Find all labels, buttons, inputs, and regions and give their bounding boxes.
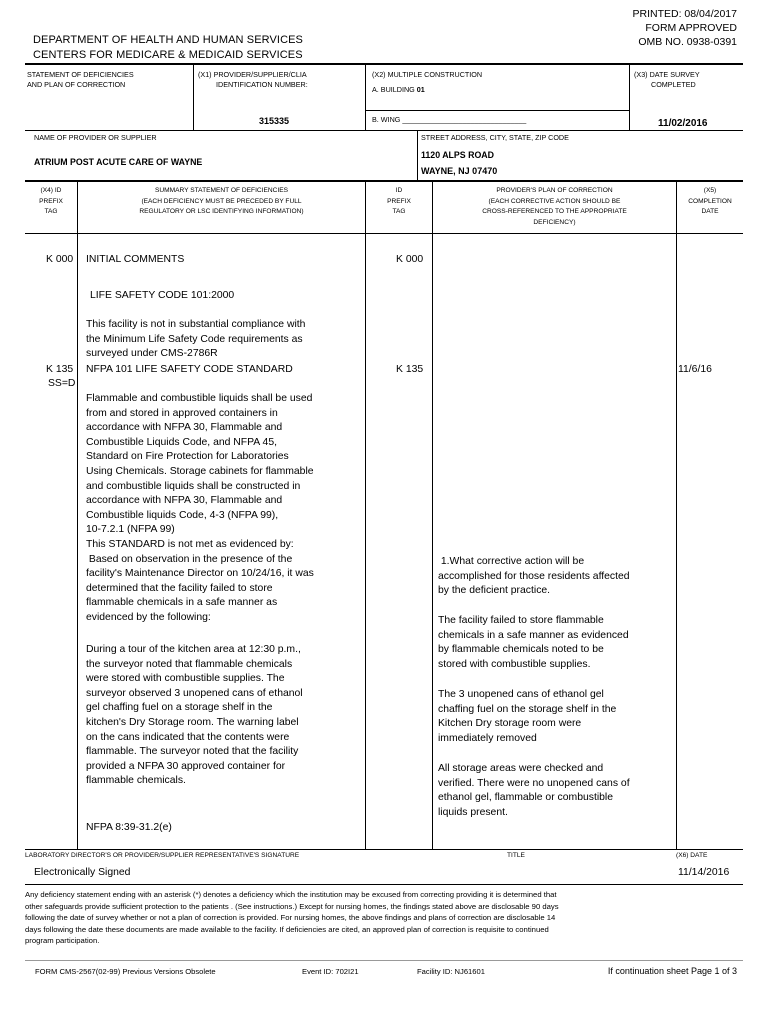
provider-name: ATRIUM POST ACUTE CARE OF WAYNE	[34, 157, 203, 167]
building-value: 01	[416, 85, 425, 94]
lsc-line: LIFE SAFETY CODE 101:2000	[90, 290, 235, 301]
footer-note: Any deficiency statement ending with an asterisk (*) denotes a deficiency which the institution may be excused from correcting providing it is determined that other safeguards provide sufficient protection to the patients . (See instructions.) Except for nursing homes, the findings stated above are disclosable 90 days following the date of survey whether or not a plan of correction is provided. For nursing homes, the above findings and plans of correction are disclosable 14 days following the date these documents are made available to the facility. If deficiencies are cited, an approved plan of correction is requisite to continued program participation.	[25, 890, 559, 945]
x2-label: (X2) MULTIPLE CONSTRUCTION	[372, 70, 483, 79]
tag-k135-completion-date: 11/6/16	[678, 364, 712, 375]
x3-label-2: COMPLETED	[651, 80, 696, 89]
printed-date: PRINTED: 08/04/2017	[632, 8, 737, 20]
plan-question-1: 1.What corrective action will be accomplished for those residents affected by the deficient practice.	[438, 556, 630, 597]
tag-k135-left: K 135	[46, 364, 74, 375]
standard-paragraph: Flammable and combustible liquids shall be used from and stored in approved containers in accordance with NFPA 30, Flammable and Combustible Liquids Code, and NFPA 45, Standard on Fire Protection for Laboratories Using Chemicals. Storage cabinets for flammable and combustible liquids shall be constructed in accordance with NFPA 30, Flammable and Combustible liquids Code, 4-3 (NFPA 99), 10-7.2.1 (NFPA 99) This STANDARD is not met as evidenced by: Based on observation in the presence of the facility's Maintenance Director on 10/24/16, it was determined that the facility failed to store flammable chemicals in a safe manner as evidenced by the following:	[86, 393, 314, 623]
page-indicator: If continuation sheet Page 1 of 3	[607, 966, 737, 976]
centers-title: CENTERS FOR MEDICARE & MEDICAID SERVICES	[33, 49, 303, 61]
omb-number: OMB NO. 0938-0391	[638, 36, 737, 48]
x1-label-2: IDENTIFICATION NUMBER:	[216, 80, 308, 89]
wing-label: B. WING _______________________________	[372, 115, 527, 124]
tag-k135-ss: SS=D	[48, 378, 76, 389]
form-approved: FORM APPROVED	[645, 22, 737, 34]
tag-k000-left: K 000	[46, 254, 74, 265]
tag-k000-right: K 000	[396, 254, 424, 265]
plan-paragraph-3: All storage areas were checked and verified. There were no unopened cans of ethanol gel, flammable or combustible liquids present.	[438, 763, 630, 818]
x1-label-1: (X1) PROVIDER/SUPPLIER/CLIA	[198, 70, 307, 79]
signature-label: LABORATORY DIRECTOR'S OR PROVIDER/SUPPLIER REPRESENTATIVE'S SIGNATURE	[25, 852, 300, 859]
tag-k000-title: INITIAL COMMENTS	[86, 254, 185, 265]
col-plan-header: PROVIDER'S PLAN OF CORRECTION (EACH CORRECTIVE ACTION SHOULD BE CROSS-REFERENCED TO THE APPROPRIATE DEFICIENCY)	[482, 187, 627, 226]
plan-paragraph-1: The facility failed to store flammable chemicals in a safe manner as evidenced by flammable chemicals noted to be stored with combustible supplies.	[438, 615, 629, 670]
statement-label-1: STATEMENT OF DEFICIENCIES	[27, 70, 134, 79]
provider-id-value: 315335	[259, 116, 290, 126]
signature-value: Electronically Signed	[34, 867, 131, 878]
title-label: TITLE	[507, 852, 525, 859]
survey-completed-date: 11/02/2016	[658, 118, 708, 129]
col-summary-header: SUMMARY STATEMENT OF DEFICIENCIES (EACH DEFICIENCY MUST BE PRECEDED BY FULL REGULATORY OR LSC IDENTIFYING INFORMATION)	[139, 187, 304, 216]
provider-name-label: NAME OF PROVIDER OR SUPPLIER	[34, 133, 157, 142]
event-id: Event ID: 702I21	[302, 967, 359, 976]
x3-label-1: (X3) DATE SURVEY	[634, 70, 700, 79]
statement-label-2: AND PLAN OF CORRECTION	[27, 80, 126, 89]
x6-date-label: (X6) DATE	[676, 852, 708, 859]
signature-date: 11/14/2016	[678, 867, 730, 878]
address-line-2: WAYNE, NJ 07470	[421, 166, 498, 176]
form-id: FORM CMS-2567(02-99) Previous Versions Obsolete	[35, 967, 216, 976]
intro-paragraph: This facility is not in substantial compliance with the Minimum Life Safety Code requirements as surveyed under CMS-2786R	[86, 319, 306, 360]
address-line-1: 1120 ALPS ROAD	[421, 150, 495, 160]
tour-paragraph: During a tour of the kitchen area at 12:30 p.m., the surveyor noted that flammable chemicals were stored with combustible supplies. The surveyor observed 3 unopened cans of ethanol gel chaffing fuel on a storage shelf in the kitchen's Dry Storage room. The warning label on the cans indicated that the contents were flammable. The surveyor noted that the facility provided a NFPA 30 approved container for flammable chemicals.	[86, 644, 303, 787]
col-x4-header: (X4) ID PREFIX TAG	[39, 187, 63, 216]
address-label: STREET ADDRESS, CITY, STATE, ZIP CODE	[421, 133, 569, 142]
nfpa-reference: NFPA 8:39-31.2(e)	[86, 822, 172, 833]
tag-k135-title: NFPA 101 LIFE SAFETY CODE STANDARD	[86, 364, 293, 375]
col-id-header: ID PREFIX TAG	[387, 187, 411, 216]
tag-k135-right: K 135	[396, 364, 424, 375]
facility-id: Facility ID: NJ61601	[417, 967, 485, 976]
plan-paragraph-2: The 3 unopened cans of ethanol gel chaffing fuel on the storage shelf in the Kitchen Dry storage room were immediately removed	[438, 689, 617, 744]
col-x5-header: (X5) COMPLETION DATE	[688, 187, 732, 216]
building-label: A. BUILDING 01	[372, 85, 425, 94]
department-title: DEPARTMENT OF HEALTH AND HUMAN SERVICES	[33, 34, 303, 46]
